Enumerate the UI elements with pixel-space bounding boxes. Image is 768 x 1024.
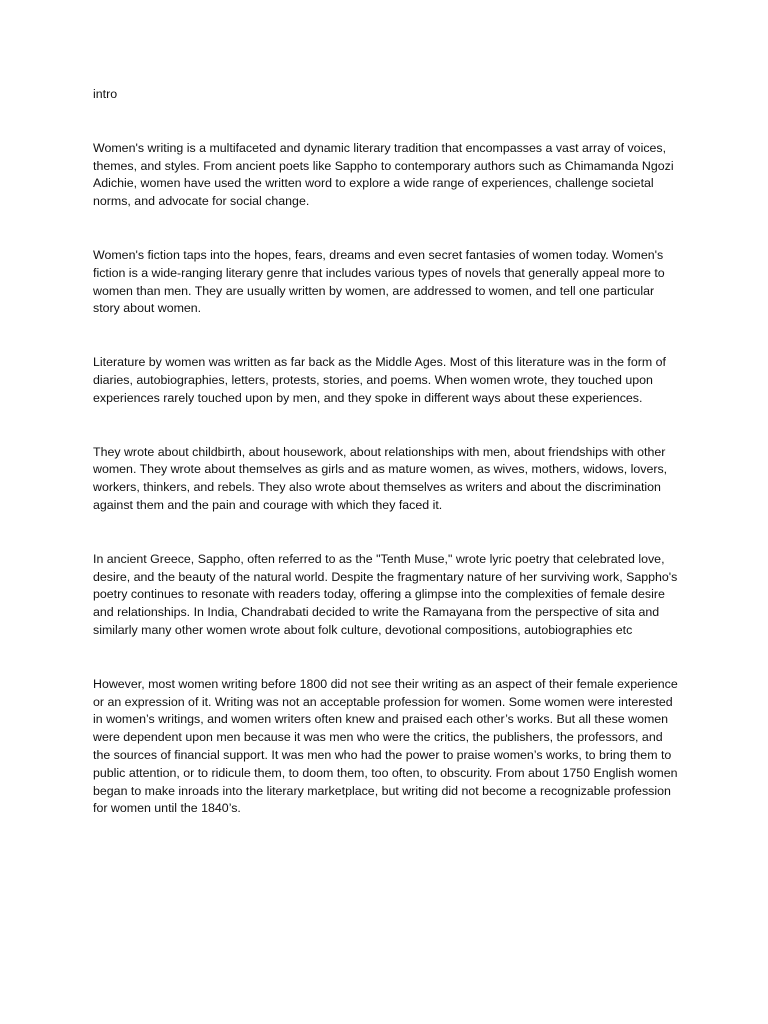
- paragraph-6: However, most women writing before 1800 did not see their writing as an aspect of their female experience or an expression of it. Writing was not an acceptable profession for women. Some women were interested in women’s writings, and women writers often knew and praised each other’s works. But all these women were dependent upon men because it was men who were the critics, the publishers, the professors, and the sources of financial support. It was men who had the power to praise women’s works, to bring them to public attention, or to ridicule them, to doom them, too often, to obscurity. From about 1750 English women began to make inroads into the literary marketplace, but writing did not become a recognizable profession for women until the 1840’s.: [93, 676, 678, 816]
- paragraph-2: Women's fiction taps into the hopes, fears, dreams and even secret fantasies of women today. Women's fiction is a wide-ranging literary genre that includes various types of novels that generally appeal more to women than men. They are usually written by women, are addressed to women, and tell one particular story about women.: [93, 247, 665, 316]
- paragraph-1: Women's writing is a multifaceted and dynamic literary tradition that encompasses a vast array of voices, themes, and styles. From ancient poets like Sappho to contemporary authors such as Chimamanda Ngozi Adichie, women have used the written word to explore a wide range of experiences, challenge societal norms, and advocate for social change.: [93, 140, 674, 209]
- paragraph-4: They wrote about childbirth, about housework, about relationships with men, about friendships with other women. They wrote about themselves as girls and as mature women, as wives, mothers, widows, lovers, workers, thinkers, and rebels. They also wrote about themselves as writers and about the discrimination against them and the pain and courage with which they faced it.: [93, 444, 668, 512]
- document-page: [93, 86, 678, 854]
- paragraph-3: Literature by women was written as far back as the Middle Ages. Most of this literature was in the form of diaries, autobiographies, letters, protests, stories, and poems. When women wrote, they touched upon experiences rarely touched upon by men, and they spoke in different ways about these experiences.: [93, 355, 666, 405]
- paragraph-5: In ancient Greece, Sappho, often referred to as the "Tenth Muse," wrote lyric poetry that celebrated love, desire, and the beauty of the natural world. Despite the fragmentary nature of her surviving work, Sappho's poetry continues to resonate with readers today, offering a glimpse into the complexities of female desire and relationships. In India, Chandrabati decided to write the Ramayana from the perspective of sita and similarly many other women wrote about folk culture, devotional compositions, autobiographies etc: [93, 551, 678, 637]
- document-heading: intro: [93, 87, 118, 101]
